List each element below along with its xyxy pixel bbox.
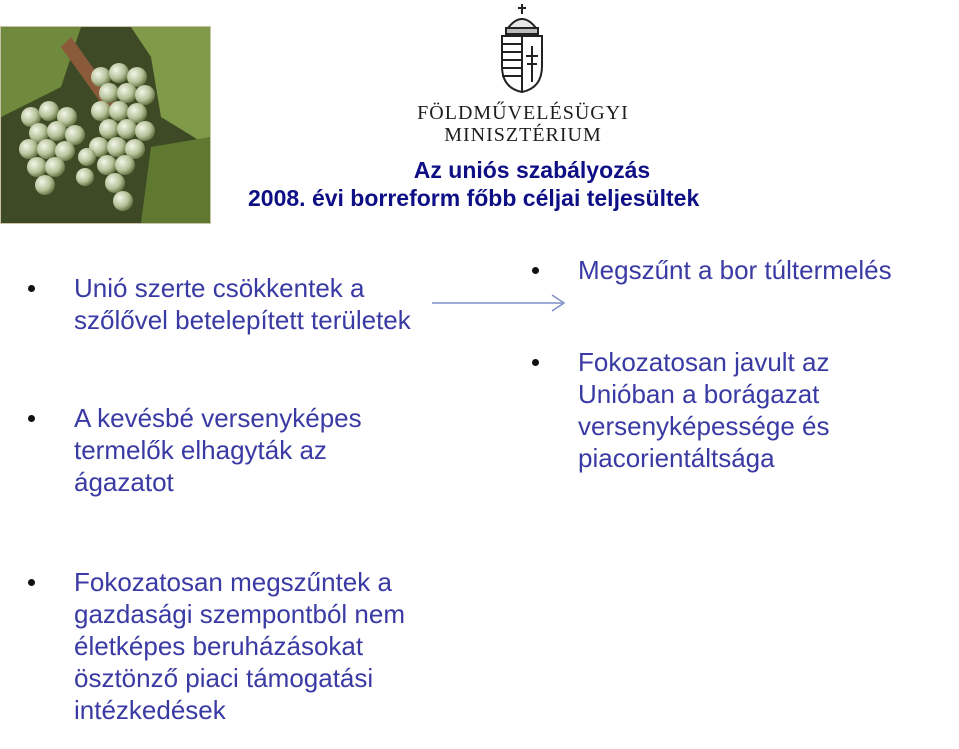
slide-title bbox=[248, 156, 808, 212]
bullet-dot bbox=[28, 415, 35, 422]
bullet-dot bbox=[532, 267, 539, 274]
bullet-dot bbox=[28, 579, 35, 586]
grape-cluster-icon bbox=[1, 27, 210, 223]
hungarian-coat-of-arms-icon bbox=[494, 2, 550, 94]
title-line-1: Az uniós szabályozás bbox=[413, 157, 651, 183]
bullet-text: Fokozatosan javult az Unióban a borágazat versenyképessége és piacorientáltsága bbox=[578, 347, 830, 473]
bullet-text: Unió szerte csökkentek a szőlővel betelepített területek bbox=[74, 273, 411, 335]
left-bullet-2 bbox=[74, 402, 362, 498]
bullet-text: A kevésbé versenyképes termelők elhagyták az ágazatot bbox=[74, 403, 362, 497]
bullet-text: Megszűnt a bor túltermelés bbox=[578, 255, 892, 285]
grape-photo bbox=[0, 26, 211, 224]
arrow-right-icon bbox=[432, 283, 572, 313]
left-bullet-1 bbox=[74, 272, 411, 336]
bullet-dot bbox=[532, 359, 539, 366]
left-bullet-3 bbox=[74, 566, 405, 726]
bullet-dot bbox=[28, 285, 35, 292]
right-bullet-2 bbox=[578, 346, 829, 474]
title-line-2: 2008. évi borreform főbb céljai teljesültek bbox=[248, 185, 700, 211]
right-bullet-1 bbox=[578, 254, 892, 286]
ministry-line-2: MINISZTÉRIUM bbox=[444, 124, 602, 146]
ministry-name bbox=[398, 102, 648, 146]
bullet-text: Fokozatosan megszűntek a gazdasági szempontból nem életképes beruházásokat ösztönző piaci támogatási intézkedések bbox=[74, 567, 405, 725]
ministry-line-1: FÖLDMŰVELÉSÜGYI bbox=[417, 102, 629, 124]
